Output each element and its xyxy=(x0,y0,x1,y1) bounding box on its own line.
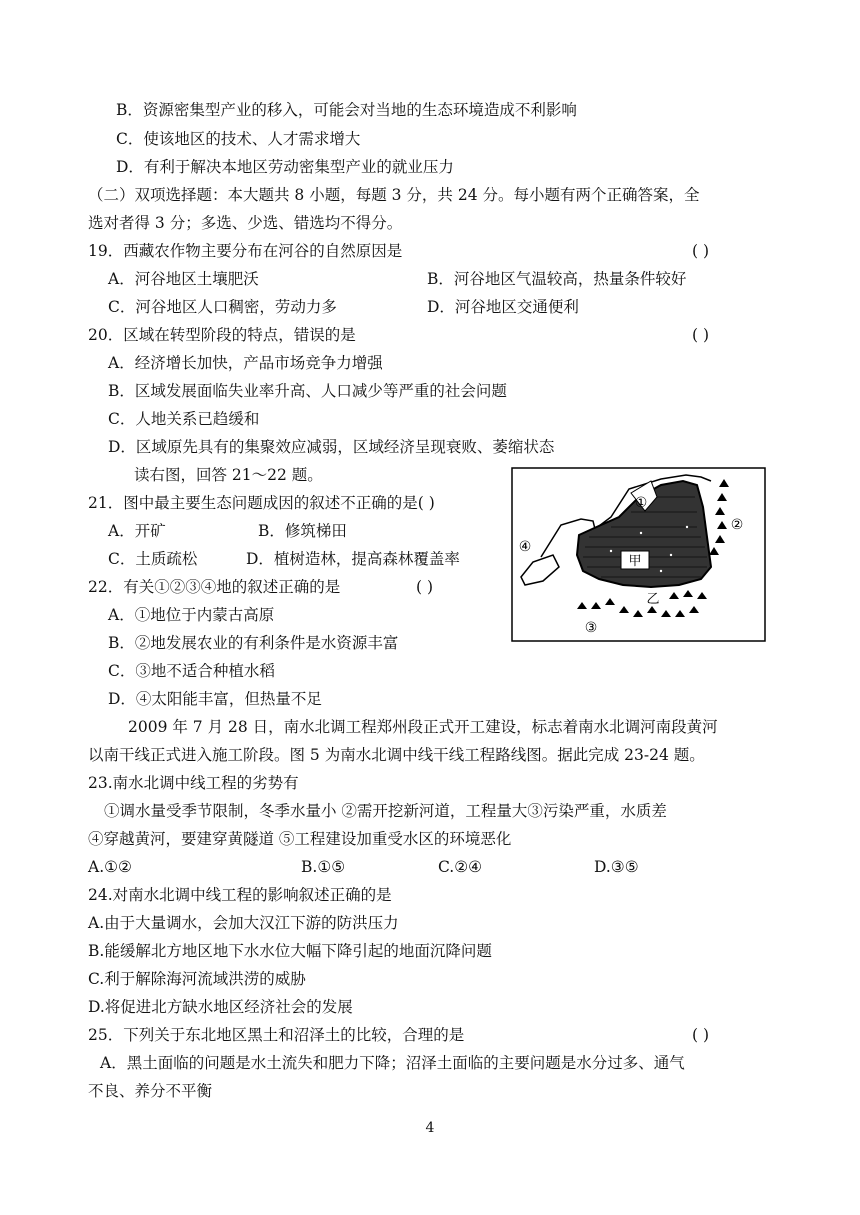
answer-paren: ( ) xyxy=(692,326,710,344)
section-heading-cont: 选对者得 3 分；多选、少选、错选均不得分。 xyxy=(88,214,403,232)
option-d: D．区域原先具有的集聚效应减弱，区域经济呈现衰败、萎缩状态 xyxy=(108,438,555,456)
option-b: B.①⑤ xyxy=(301,858,346,876)
map-label-yi: 乙 xyxy=(646,592,660,607)
map-label-3: ③ xyxy=(584,620,598,636)
option-a: A．①地位于内蒙古高原 xyxy=(108,606,275,624)
option-line: D．有利于解决本地区劳动密集型产业的就业压力 xyxy=(116,158,454,176)
option-c: C．人地关系已趋缓和 xyxy=(108,410,260,428)
option-a: A．经济增长加快，产品市场竞争力增强 xyxy=(108,354,383,372)
option-a: A.由于大量调水，会加大汉江下游的防洪压力 xyxy=(88,914,399,932)
question-20: 20．区域在转型阶段的特点，错误的是 xyxy=(88,326,356,344)
option-d: D．河谷地区交通便利 xyxy=(427,298,579,316)
question-21: 21．图中最主要生态问题成因的叙述不正确的是( ) xyxy=(88,494,435,512)
option-a: A．河谷地区土壤肥沃 xyxy=(108,270,259,288)
answer-paren: ( ) xyxy=(692,1026,710,1044)
loess-plateau-map xyxy=(511,467,766,642)
question-19: 19．西藏农作物主要分布在河谷的自然原因是 xyxy=(88,242,403,260)
map-label-2: ② xyxy=(730,517,744,533)
option-a: A．黑土面临的问题是水土流失和肥力下降；沼泽土面临的主要问题是水分过多、通气 xyxy=(100,1054,685,1072)
question-22: 22．有关①②③④地的叙述正确的是 xyxy=(88,578,341,596)
option-c: C.②④ xyxy=(438,858,483,876)
option-d: D．④太阳能丰富，但热量不足 xyxy=(108,690,322,708)
option-d: D.③⑤ xyxy=(594,858,639,876)
section-heading: （二）双项选择题：本大题共 8 小题，每题 3 分，共 24 分。每小题有两个正确答案，全 xyxy=(88,186,700,204)
option-b: B．河谷地区气温较高，热量条件较好 xyxy=(427,270,687,288)
option-line: C．使该地区的技术、人才需求增大 xyxy=(116,130,361,148)
option-a: A.①② xyxy=(88,858,132,876)
option-c: C．河谷地区人口稠密，劳动力多 xyxy=(108,298,337,316)
statement-line: ①调水量受季节限制，冬季水量小 ②需开挖新河道，工程量大③污染严重，水质差 xyxy=(104,802,667,820)
map-label-1: ① xyxy=(634,495,648,511)
question-25: 25．下列关于东北地区黑土和沼泽土的比较，合理的是 xyxy=(88,1026,465,1044)
option-b: B．修筑梯田 xyxy=(258,522,347,540)
map-label-4: ④ xyxy=(518,539,532,555)
option-b: B．②地发展农业的有利条件是水资源丰富 xyxy=(108,634,399,652)
statement-line: ④穿越黄河，要建穿黄隧道 ⑤工程建设加重受水区的环境恶化 xyxy=(88,830,512,848)
option-c: C．土质疏松 xyxy=(108,550,198,568)
option-d: D．植树造林，提高森林覆盖率 xyxy=(246,550,460,568)
paragraph: 2009 年 7 月 28 日，南水北调工程郑州段正式开工建设，标志着南水北调河南段黄河 xyxy=(128,718,718,736)
option-a: A．开矿 xyxy=(108,522,166,540)
answer-paren: ( ) xyxy=(692,242,710,260)
map-label-jia: 甲 xyxy=(628,554,642,569)
option-c: C．③地不适合种植水稻 xyxy=(108,662,275,680)
question-23: 23.南水北调中线工程的劣势有 xyxy=(88,774,299,792)
question-24: 24.对南水北调中线工程的影响叙述正确的是 xyxy=(88,886,392,904)
option-b: B.能缓解北方地区地下水水位大幅下降引起的地面沉降问题 xyxy=(88,942,492,960)
option-line: B．资源密集型产业的移入，可能会对当地的生态环境造成不利影响 xyxy=(116,101,577,119)
read-instruction: 读右图，回答 21～22 题。 xyxy=(134,466,323,484)
page-number: 4 xyxy=(425,1120,435,1136)
option-b: B．区域发展面临失业率升高、人口减少等严重的社会问题 xyxy=(108,382,507,400)
answer-paren: ( ) xyxy=(416,578,434,596)
option-c: C.利于解除海河流域洪涝的威胁 xyxy=(88,970,306,988)
paragraph: 以南干线正式进入施工阶段。图 5 为南水北调中线干线工程路线图。据此完成 23-24 题。 xyxy=(88,746,705,764)
option-a-cont: 不良、养分不平衡 xyxy=(88,1082,213,1100)
option-d: D.将促进北方缺水地区经济社会的发展 xyxy=(88,998,353,1016)
